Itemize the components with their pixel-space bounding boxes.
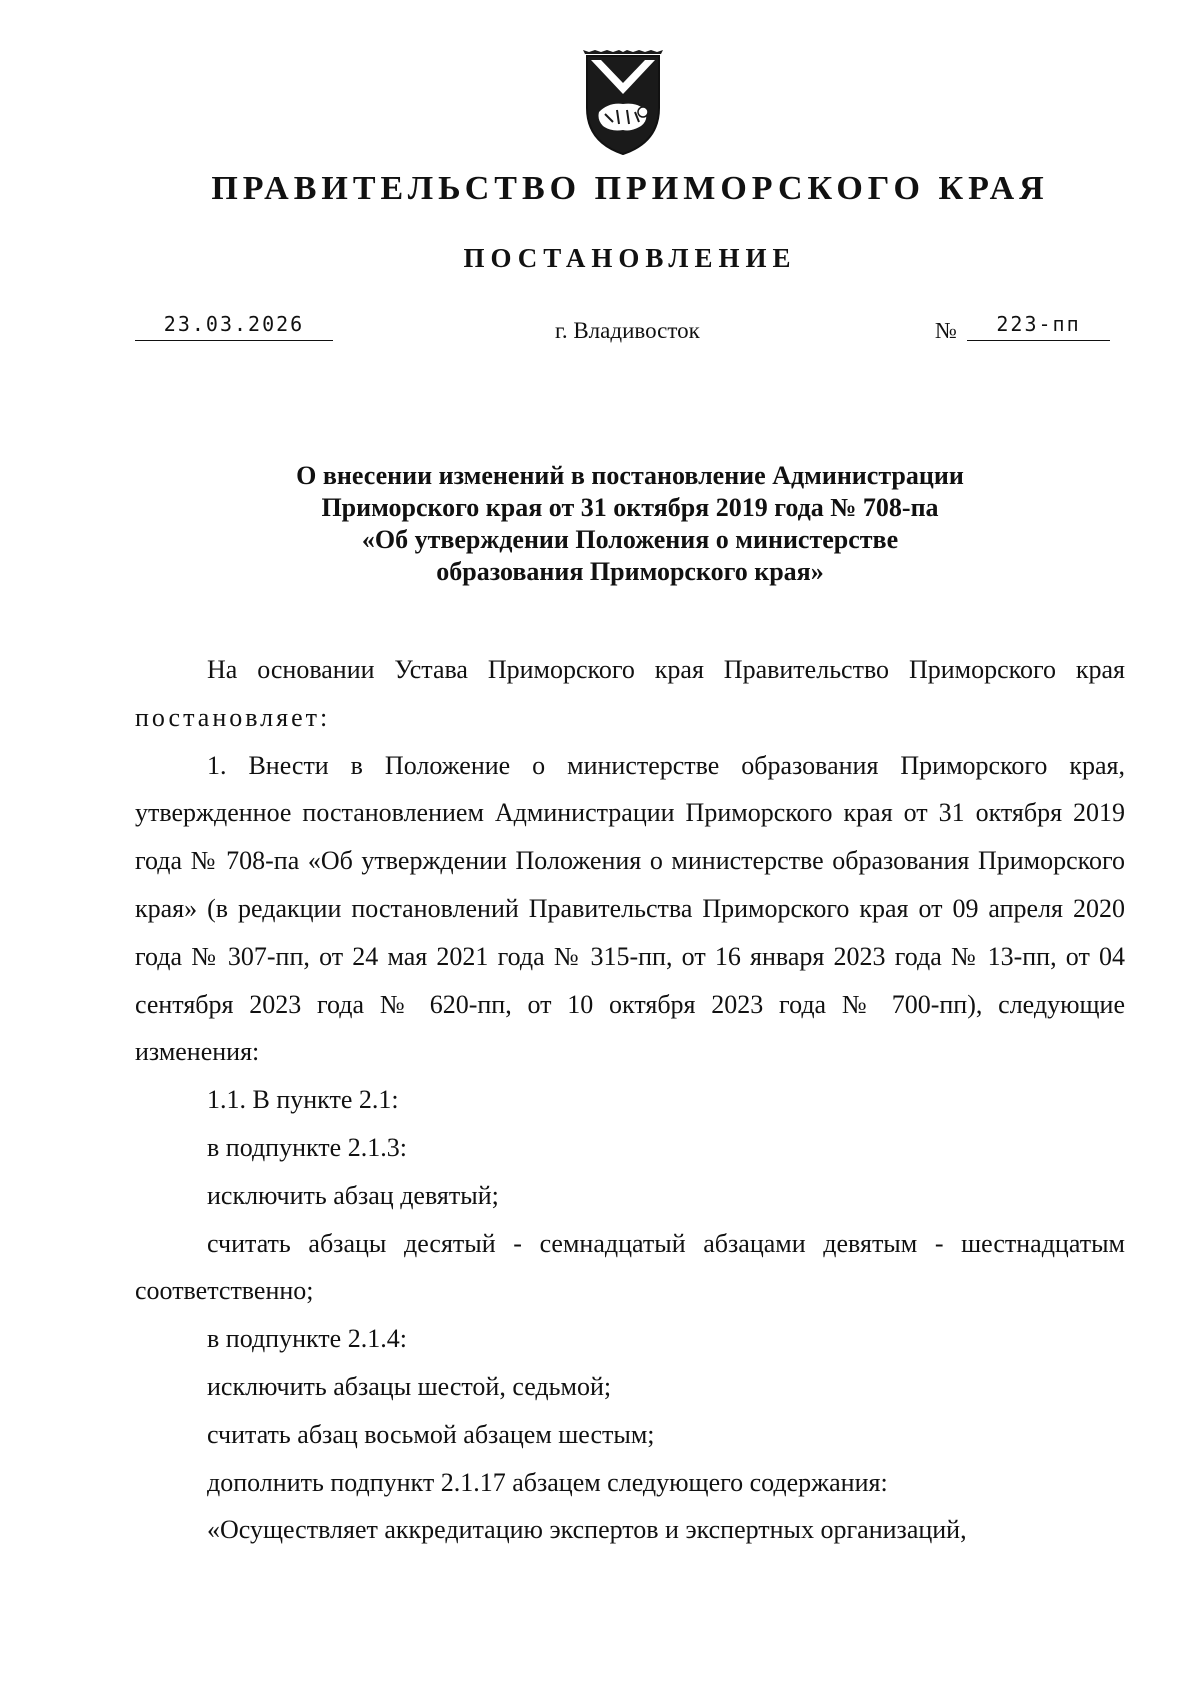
- document-number: 223-пп: [967, 312, 1110, 341]
- preamble-text: На основании Устава Приморского края Правительство Приморского края: [207, 655, 1125, 684]
- quoted-text-start: «Осуществляет аккредитацию экспертов и экспертных организаций,: [207, 1515, 967, 1545]
- document-type: ПОСТАНОВЛЕНИЕ: [463, 243, 797, 273]
- number-sign: №: [935, 318, 957, 343]
- document-city: г. Владивосток: [555, 318, 700, 343]
- government-title: ПРАВИТЕЛЬСТВО ПРИМОРСКОГО КРАЯ: [211, 170, 1049, 207]
- preamble-paragraph: [135, 646, 1125, 742]
- heading-line: О внесении изменений в постановление Администрации: [296, 461, 964, 490]
- renumber-paragraphs-1: считать абзацы десятый - семнадцатый абзацами девятым - шестнадцатым соответственно;: [135, 1228, 1125, 1306]
- add-to-2-1-17-paragraph: дополнить подпункт 2.1.17 абзацем следующего содержания:: [207, 1467, 888, 1497]
- heading-line: «Об утверждении Положения о министерстве: [361, 525, 899, 554]
- subitem-2-1-4-paragraph: в подпункте 2.1.4:: [207, 1324, 407, 1354]
- coat-of-arms-emblem: [579, 50, 667, 158]
- heading-line: Приморского края от 31 октября 2019 года № 708-па: [321, 493, 939, 522]
- exclude-paragraphs-6-7: исключить абзацы шестой, седьмой;: [207, 1371, 612, 1401]
- document-date: 23.03.2026: [135, 312, 333, 341]
- document-heading: [135, 460, 1125, 588]
- document-body: [135, 646, 1125, 1554]
- item-1-paragraph: 1. Внести в Положение о министерстве образования Приморского края, утвержденное постановлением Администрации Приморского края от 31 октября 2019 года № 708-па «Об утверждении Положения о министерстве образования Приморского края» (в редакции постановлений Правительства Приморского края от 09 апреля 2020 года № 307-пп, от 24 мая 2021 года № 315-пп, от 16 января 2023 года № 13-пп, от 04 сентября 2023 года № 620-пп, от 10 октября 2023 года № 700-пп), следующие изменения:: [135, 750, 1125, 1067]
- item-1-1-paragraph: 1.1. В пункте 2.1:: [207, 1085, 399, 1115]
- renumber-paragraphs-2: считать абзац восьмой абзацем шестым;: [207, 1419, 655, 1449]
- heading-line: образования Приморского края»: [436, 557, 824, 586]
- exclude-paragraph-9: исключить абзац девятый;: [207, 1180, 499, 1210]
- subitem-2-1-3-paragraph: в подпункте 2.1.3:: [207, 1132, 407, 1162]
- decree-word: постановляет:: [135, 702, 331, 732]
